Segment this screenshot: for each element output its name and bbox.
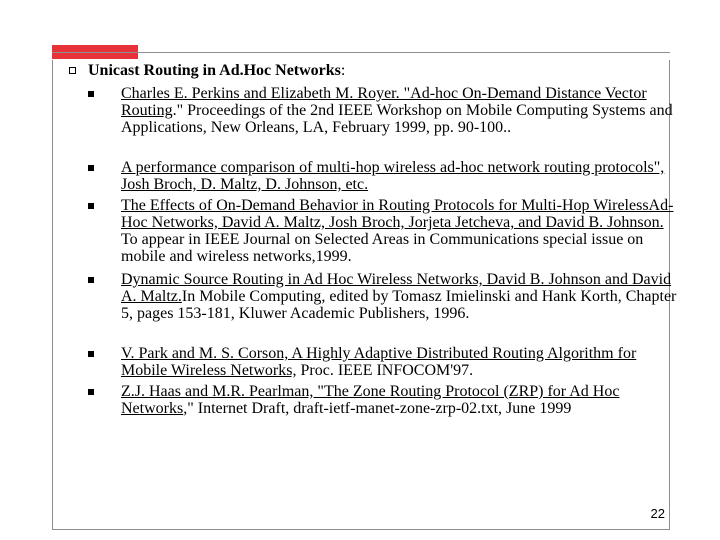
reference-item [88,383,678,417]
square-bullet-icon [88,203,94,209]
reference-item [88,197,678,265]
reference-text: ." Proceedings of the 2nd IEEE Workshop on Mobile Computing Systems and Applications, New Orleans, LA, February 1999, pp. 90-100.. [121,102,673,136]
hollow-square-bullet-icon [69,67,76,74]
top-rule [52,52,670,53]
reference-text: ," Internet Draft, draft-ietf-manet-zone-zrp-02.txt, June 1999 [183,400,572,417]
square-bullet-icon [88,277,94,283]
reference-link[interactable]: The Effects of On-Demand Behavior in Routing Protocols for Multi-Hop WirelessAd-Hoc Networks, David A. Maltz, Josh Broch, Jorjeta Jetcheva, and David B. Johnson. [121,197,674,231]
reference-text: To appear in IEEE Journal on Selected Areas in Communications special issue on mobile and wireless networks,1999. [121,231,644,265]
slide-heading [88,62,345,79]
reference-link[interactable]: V. Park and M. S. Corson, A Highly Adaptive Distributed Routing Algorithm for Mobile Wireless Networks, [121,345,637,379]
reference-item [88,271,678,322]
heading-colon: : [340,62,346,79]
square-bullet-icon [88,165,94,171]
reference-item [88,159,678,193]
reference-link[interactable]: Z.J. Haas and M.R. Pearlman, "The Zone Routing Protocol (ZRP) for Ad Hoc Networks [121,383,620,417]
square-bullet-icon [88,389,94,395]
square-bullet-icon [88,351,94,357]
reference-link[interactable]: Dynamic Source Routing in Ad Hoc Wireless Networks, David B. Johnson and David A. Maltz. [121,271,672,305]
square-bullet-icon [88,91,94,97]
page-number: 22 [650,506,665,521]
reference-text: Proc. IEEE INFOCOM'97. [296,362,474,379]
reference-link[interactable]: Charles E. Perkins and Elizabeth M. Royer. "Ad-hoc On-Demand Distance Vector Routing [121,85,647,119]
reference-link[interactable]: A performance comparison of multi-hop wireless ad-hoc network routing protocols", Josh Broch, D. Maltz, D. Johnson, etc. [121,159,665,193]
reference-item [88,345,678,379]
heading-text: Unicast Routing in Ad.Hoc Networks [88,62,341,79]
reference-item [88,85,678,136]
reference-text: In Mobile Computing, edited by Tomasz Imielinski and Hank Korth, Chapter 5, pages 153-181, Kluwer Academic Publishers, 1996. [121,288,677,322]
